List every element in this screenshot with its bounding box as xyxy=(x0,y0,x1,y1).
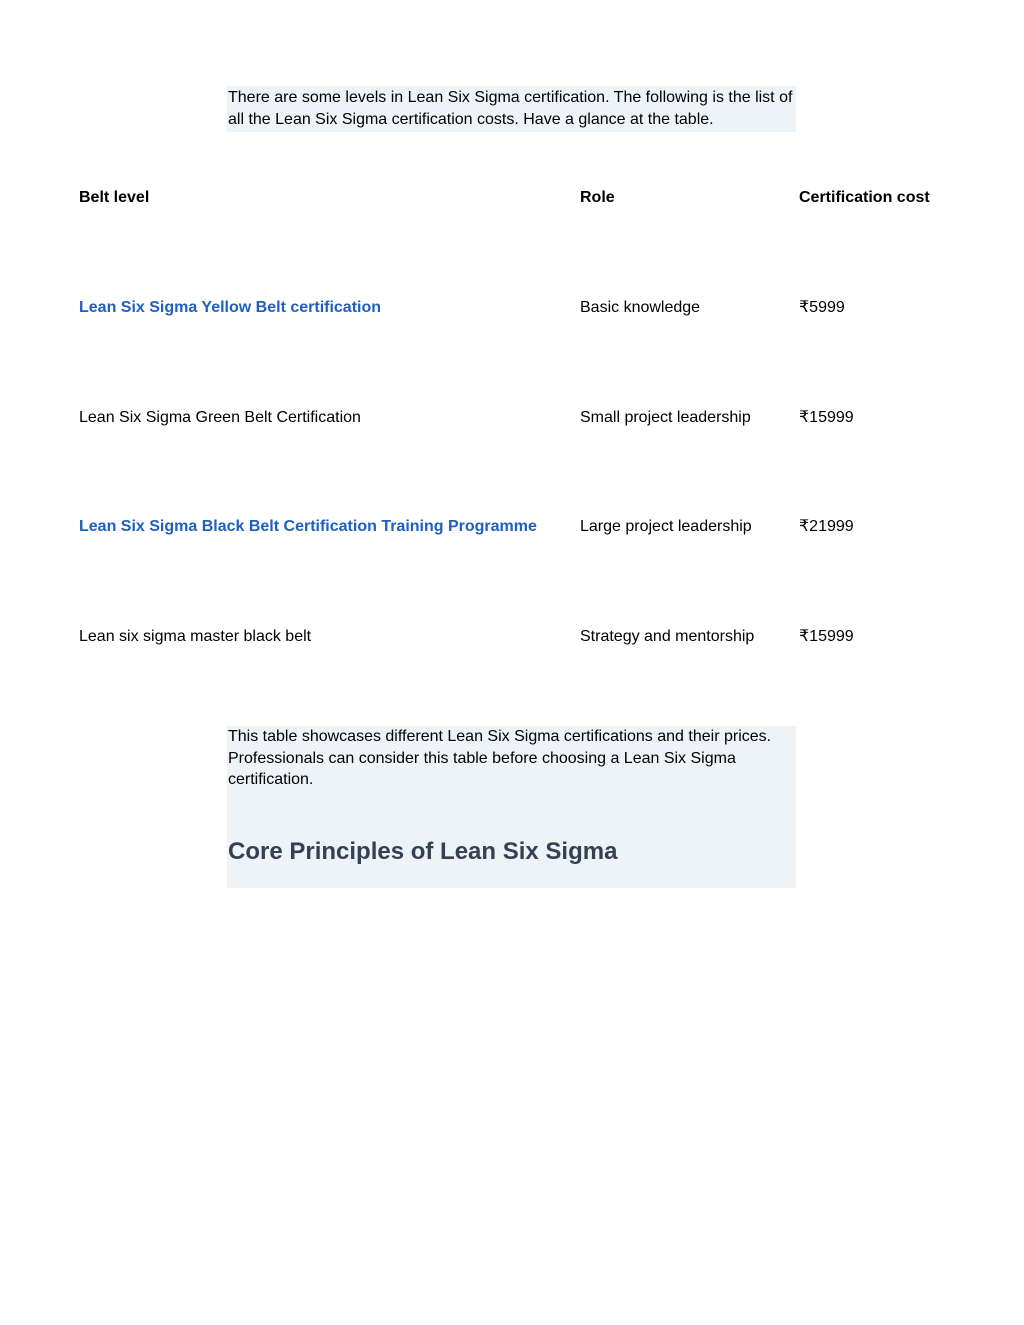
yellow-belt-link[interactable]: Lean Six Sigma Yellow Belt certification xyxy=(79,299,382,316)
section-heading: Core Principles of Lean Six Sigma xyxy=(228,838,618,865)
table-cell-role: Strategy and mentorship xyxy=(580,628,755,645)
table-cell-belt: Lean six sigma master black belt xyxy=(79,628,312,645)
table-cell-belt: Lean Six Sigma Green Belt Certification xyxy=(79,409,361,426)
outro-section xyxy=(227,726,796,888)
header-role: Role xyxy=(580,189,615,206)
header-belt-level: Belt level xyxy=(79,189,150,206)
intro-paragraph: There are some levels in Lean Six Sigma certification. The following is the list of all the Lean Six Sigma certification costs. Have a glance at the table. xyxy=(227,86,796,132)
header-certification-cost: Certification cost xyxy=(799,189,930,206)
table-cell-role: Large project leadership xyxy=(580,518,752,535)
table-cell-role: Small project leadership xyxy=(580,409,751,426)
table-cell-cost: ₹15999 xyxy=(799,409,854,426)
table-cell-cost: ₹5999 xyxy=(799,299,845,316)
table-cell-cost: ₹21999 xyxy=(799,518,854,535)
outro-paragraph: This table showcases different Lean Six Sigma certifications and their prices. Professionals can consider this table before choosing a Lean Six Sigma certification. xyxy=(228,728,772,788)
table-cell-role: Basic knowledge xyxy=(580,299,701,316)
table-cell-cost: ₹15999 xyxy=(799,628,854,645)
black-belt-link[interactable]: Lean Six Sigma Black Belt Certification Training Programme xyxy=(79,518,537,535)
